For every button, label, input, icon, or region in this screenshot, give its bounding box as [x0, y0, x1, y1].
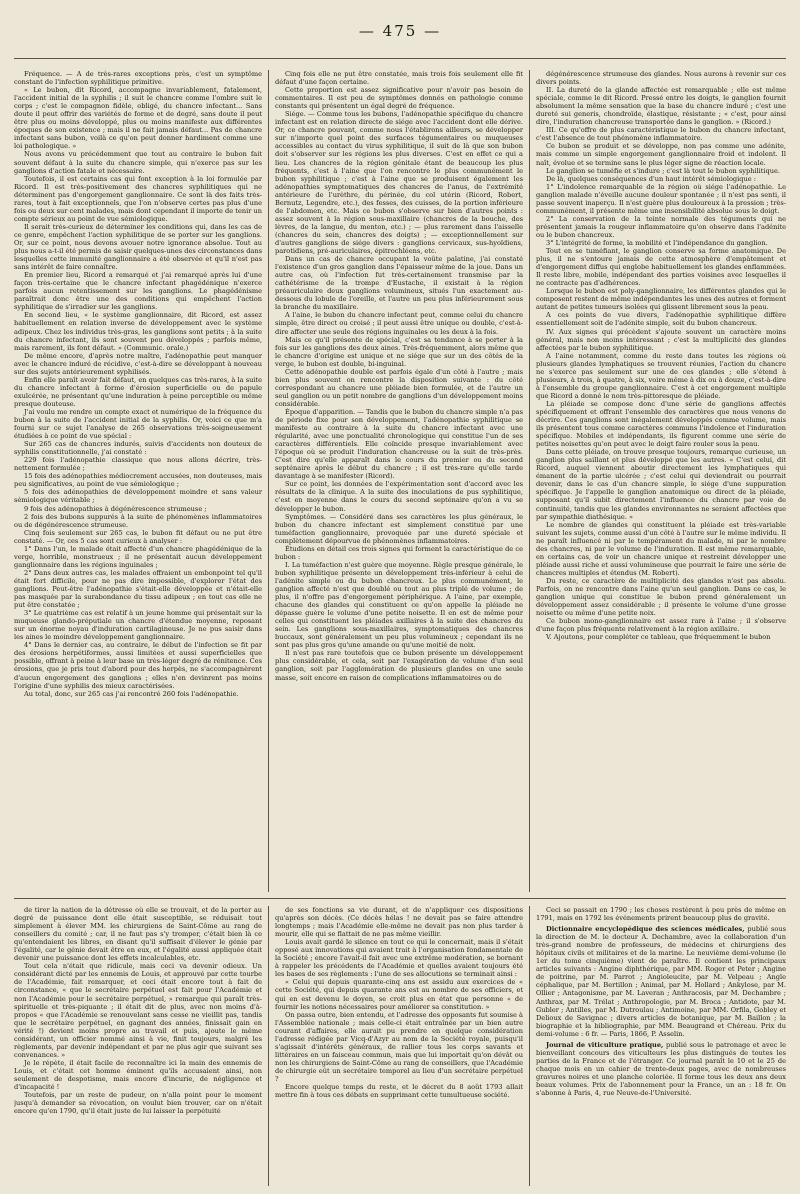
bibliography-text: publié sous la direction de M. le docteur A. Dechambre, avec la collaboration d'un très-grand nombre de professeurs, de médecins et chirurgiens des hôpitaux civils et militaires et de la marine. Le neuvième demi-volume (le 1er du tome cinquième) vient de paraître. Il contient les principaux articles suivants : Angine diphthérique, par MM. Roger et Peter ; Angine de poitrine, par M. Parrot ; Angioleucite, par M. Velpeau ; Angle céphalique, par M. Bertillon ; Animal, par M. Hollard ; Ankylose, par M. Ollier ; Antagonisme, par M. Laveran ; Anthracosis, par M. Dechambre ; Anthrax, par M. Trélat ; Anthropologie, par M. Broca ; Antidote, par M. Gubler ; Antilles, par M. Dutroulau ; Antimoine, par MM. Orfila, Gobley et Delioux de Savignac ; divers articles de botanique, par M. Baillon ; la biographie et la bibliographie, par MM. Beaugrand et Chéreau. Prix du demi-volume : 6 fr. — Paris, 1866, P. Asselin.: [536, 925, 786, 1038]
paragraph: Tout en se tuméfiant, le ganglion conserve sa forme anatomique. De plus, il ne s'entoure jamais de cette atmosphère d'empâtement et d'engorgement diffus qui englobe habituellement les glandes enflammées. Il reste libre, mobile, indépendant des parties voisines avec lesquelles il ne contracte pas d'adhérences.: [536, 247, 786, 288]
paragraph: dégénérescence strumeuse des glandes. Nous aurons à revenir sur ces divers points.: [536, 70, 786, 87]
paragraph: Enfin elle paraît avoir fait défaut, en quelques cas très-rares, à la suite du chancre infectant à forme d'érosion superficielle ou de papule exulcérée, ne présentant qu'une induration à peine perceptible ou même presque douteuse.: [14, 375, 262, 408]
paragraph: La pléiade se compose donc d'une série de ganglions affectés spécifiquement et offrant l'ensemble des caractères que nous venons de décrire. Ces ganglions sont inégalement développés comme volume, mais ils présentent tous comme caractères communs l'indolence et l'induration spécifique. Mobiles et indépendants, ils figurent comme une série de petites noisettes qu'on peut avec le doigt faire rouler sous la peau.: [536, 399, 786, 449]
paragraph: Lorsque le bubon est poly-ganglionnaire, les différentes glandes qui le composent restent de même indépendantes les unes des autres et forment autant de petites tumeurs isolées qui glissent librement sous la peau.: [536, 287, 786, 312]
paragraph: 2 fois des bubons suppurés à la suite de phénomènes inflammatoires ou de dégénérescence strumeuse.: [14, 512, 262, 529]
column-divider: [268, 906, 269, 1186]
paragraph: De là, quelques conséquences d'un haut intérêt sémiologique :: [546, 174, 756, 183]
paragraph: Sur 265 cas de chancres indurés, suivis d'accidents non douteux de syphilis constitutionnelle, j'ai constaté :: [14, 440, 262, 457]
paragraph: Toutefois, par un reste de pudeur, on n'alla point pour le moment jusqu'à demander sa révocation, on voulut bien trouver, car on n'était encore qu'en 1790, qu'il était juste de lui laisser la perpétuité: [14, 1091, 262, 1116]
bibliography-title: Dictionnaire encyclopédique des sciences médicales,: [546, 925, 745, 934]
history-column-1: [14, 906, 262, 1186]
paragraph: Mais ce qu'il présente de spécial, c'est sa tendance à se porter à la fois sur les ganglions des deux aines. Très-fréquemment, alors même que le chancre d'origine est unique et ne siége que sur un des côtés de la verge, le bubon est double, bi-inguinal.: [275, 335, 523, 368]
paragraph: 2° La conservation de la teinte normale des téguments qui ne présentent jamais la rougeur inflammatoire qu'on observe dans l'adénite ou le bubon chancreux.: [536, 214, 786, 239]
paragraph: A l'aine notamment, comme du reste dans toutes les régions où plusieurs glandes lymphatiques se trouvent réunies, l'action du chancre ne s'exerce pas seulement sur une de ces glandes ; elle s'étend à plusieurs, à trois, à quatre, à six, voire même à dix ou à douze, c'est-à-dire à l'ensemble du groupe ganglionnaire. C'est à cet engorgement multiple que Ricord a donné le nom très-pittoresque de pléiade.: [536, 351, 786, 400]
bibliography-text: publié sous le patronage et avec le bienveillant concours des viticulteurs les plus distingués de toutes les parties de la France et de l'étranger. Ce journal paraît le 10 et le 25 de chaque mois en un cahier de trente-deux pages, avec de nombreuses gravures noires et une planche coloriée. Il forme tous les deux ans deux beaux volumes. Prix de l'abonnement pour la France, un an : 18 fr. On s'abonne à Paris, 4, rue Neuve-de-l'Université.: [536, 1040, 786, 1098]
paragraph: de tirer la nation de la détresse où elle se trouvait, et de la porter au degré de puissance dont elle était susceptible, se réduisait tout simplement à élever MM. les chirurgiens de Saint-Côme au rang de conseillers du comité ; car, il ne faut pas s'y tromper, c'était bien là ce qu'entendaient les libres, en disant qu'il suffisait d'élever le génie par l'égalité, car le génie devait être en eux, et l'égalité aussi appliquée était devenir une puissance dont les effets incalculables, etc.: [14, 906, 262, 963]
paragraph: J'ai voulu me rendre un compte exact et numérique de la fréquence du bubon à la suite de l'accident initial de la syphilis. Or, voici ce que m'a fourni sur ce sujet l'analyse de 265 observations très-soigneusement étudiées à ce point de vue spécial :: [14, 407, 262, 441]
paragraph: Étudions en détail ces trois signes qui forment la caractéristique de ce bubon :: [275, 544, 523, 561]
paragraph: 15 fois des adénopathies médiocrement accusées, non douteuses, mais peu significatives, au point de vue sémiologique ;: [14, 472, 262, 489]
bibliography-title: Journal de viticulture pratique,: [546, 1040, 664, 1049]
paragraph: Cette proportion est assez significative pour n'avoir pas besoin de commentaires. Il est peu de symptômes donnés en pathologie comme constants qui présentent un égal degré de fréquence.: [275, 86, 523, 111]
paragraph: Ce bubon mono-ganglionnaire est assez rare à l'aine ; il s'observe d'une façon plus fréquente relativement à la région axillaire.: [536, 617, 786, 634]
paragraph: 1° L'indolence remarquable de la région où siége l'adénopathie. Le ganglion malade n'éveille aucune douleur spontanée ; il n'est pas senti, il passe souvent inaperçu. Il n'est guère plus douloureux à la pression ; très-communément, il présente même une insensibilité absolue sous le doigt.: [536, 182, 786, 215]
paragraph: 5 fois des adénopathies de développement moindre et sans valeur sémiologique véritable ;: [14, 488, 262, 505]
paragraph: Cinq fois seulement sur 265 cas, le bubon fit défaut ou ne put être constaté. — Or, ces 5 cas sont curieux à analyser :: [14, 528, 262, 545]
paragraph: Je le répète, il était facile de reconnaître ici la main des ennemis de Louis, et c'était cet homme éminent qu'ils accusaient ainsi, non seulement de despotisme, mais encore d'incurie, de négligence et d'incapacité !: [14, 1058, 262, 1092]
paragraph: Le ganglion se tuméfie et s'indure ; c'est là tout le bubon syphilitique.: [546, 166, 781, 175]
paragraph: On passa outre, bien entendu, et l'adresse des opposants fut soumise à l'Assemblée nationale ; mais celle-ci était entraînée par un bien autre courant d'affaires, elle aurait pu prendre en quelque considération l'adresse rédigée par Vicq-d'Azyr au nom de la Société royale, puisqu'il s'agissait d'intérêts généraux, de rallier tous les corps savants et littéraires en un faisceau commun, mais que lui importait qu'on dévât ou non les chirurgiens de Saint-Côme au rang de conseillers, que l'Académie de chirurgie eût un secrétaire temporel au lieu d'un secrétaire perpétuel ?: [275, 1010, 523, 1083]
paragraph: III. Ce qu'offre de plus caractéristique le bubon du chancre infectant, c'est l'absence de tout phénomène inflammatoire.: [536, 126, 786, 143]
bibliography-entry: [536, 925, 786, 1038]
paragraph: IV. Aux signes qui précèdent s'ajoute souvent un caractère moins général, mais non moins intéressant ; c'est la multiplicité des glandes affectées par le bubon syphilitique.: [536, 327, 786, 352]
paragraph: Sur ce point, les données de l'expérimentation sont d'accord avec les résultats de la clinique. A la suite des inoculations de pus syphilitique, c'est en moyenne dans le cours du second septénaire qu'on a vu se développer le bubon.: [275, 480, 523, 513]
paragraph: I. La tuméfaction n'est guère que moyenne. Règle presque générale, le bubon syphilitique présente un développement très-inférieur à celui de l'adénite simple ou du bubon chancreux. Le plus communément, le ganglion affecté n'est que doublé ou tout au plus triplé de volume ; de plus, il n'offre pas d'engorgement périphérique. A l'aine, par exemple, chacune des glandes qui constituent ce qu'on appelle la pléiade ne dépasse guère le volume d'une petite noisette. Il en est de même pour celles qui constituent les pléiades axillaires à la suite des chancres du sein. Les ganglions sous-maxillaires, symptomatiques des chancres buccaux, sont généralement un peu plus volumineux ; cependant ils ne sont pas plus gros qu'une amande ou qu'une moitié de noix.: [275, 560, 523, 650]
paragraph: 229 fois l'adénopathie classique que nous allons décrire, très-nettement formulée ;: [14, 456, 262, 473]
paragraph: Dans cette pléiade, on trouve presque toujours, remarque curieuse, un ganglion plus saillant et plus développé que les autres. « C'est celui, dit Ricord, auquel viennent aboutir directement les lymphatiques qui émanent de la partie ulcérée ; c'est celui qui deviendrait ou pourrait devenir, dans le cas d'un chancre simple, le siége d'une suppuration spécifique. Je l'appelle le ganglion anatomique ou direct de la pléiade, supposant qu'il subit directement l'influence du chancre par voie de continuité, tandis que les glandes environnantes ne seraient affectées que par sympathie diathésique. »: [536, 448, 786, 521]
paragraph: En second lieu, « le système ganglionnaire, dit Ricord, est assez habituellement en relation inverse de développement avec le système adipeux. Chez les individus très-gras, les ganglions sont petits ; à la suite du chancre infectant, ils sont souvent peu développés ; parfois même, mais rarement, ils font défaut. » (Communic. orale.): [14, 311, 262, 352]
paragraph: Louis avait gardé le silence en tout ce qui le concernait, mais il s'était opposé aux innovations qui avaient trait à l'organisation fondamentale de la Société ; encore l'avait-il fait avec une extrême modération, se bornant à rappeler les précédents de l'Académie et quelles avaient toujours été les bases de ses règlements : l'une de ses allocutions se terminait ainsi :: [275, 938, 523, 979]
column-divider: [268, 70, 269, 892]
paragraph: « Celui qui depuis quarante-cinq ans est assidu aux exercices de « cette Société, qui depuis quarante ans est au nombre de ses officiers, et qui en est devenu le doyen, se croit plus en état que personne « de fournir les notions nécessaires pour améliorer sa constitution. »: [275, 978, 523, 1011]
paragraph: A l'aine, le bubon du chancre infectant peut, comme celui du chancre simple, être direct ou croisé ; il peut aussi être unique ou double, c'est-à-dire affecter une seule des régions inguinales ou les deux à la fois.: [275, 311, 523, 336]
paragraph: Au total, donc, sur 265 cas j'ai rencontré 260 fois l'adénopathie.: [24, 689, 239, 698]
paragraph: Il n'est pas rare toutefois que ce bubon présente un développement plus considérable, et cela, soit par l'exagération de volume d'un seul ganglion, soit par l'agglomération de plusieurs glandes en une seule masse, soit encore en raison de complications inflammatoires ou de: [275, 649, 523, 682]
history-column-2: [275, 906, 523, 1186]
paragraph: 1° Dans l'un, le malade était affecté d'un chancre phagédénique de la verge, horrible, monstrueux ; il ne présentait aucun développement ganglionnaire dans les régions inguinales ;: [14, 544, 262, 569]
paragraph: Le nombre de glandes qui constituent la pléiade est très-variable suivant les sujets, comme aussi d'un côté à l'autre sur le même individu. Il ne paraît influencé ni par le tempérament du malade, ni par le nombre des chancres, ni par le volume de l'induration. Il est même remarquable, en certains cas, de voir un chancre unique et restreint développer une pléiade aussi riche et aussi volumineuse que pourrait le faire une série de chancres multiples et étendus (M. Robert).: [536, 520, 786, 577]
paragraph: 4° Dans le dernier cas, au contraire, le début de l'infection se fit par des érosions herpétiformes, aussi limitées et aussi superficielles que possible, offrant à peine à leur base un très-léger degré de rénitence. Ces érosions, que je pris tout d'abord pour des herpès, ne s'accompagnèrent d'aucun engorgement des ganglions ; elles n'en devinrent pas moins l'origine d'une syphilis des mieux caractérisées.: [14, 641, 262, 690]
page-number: — 475 —: [358, 22, 442, 40]
paragraph: Nous avons vu précédemment que tout au contraire le bubon fait souvent défaut à la suite du chancre simple, qui n'exerce pas sur les ganglions d'action fatale et nécessaire.: [14, 150, 262, 175]
paragraph: Tout cela n'était que ridicule, mais ceci va devenir odieux. Un considérant dicté par les ennemis de Louis, et approuvé par cette tourbe de l'Académie, fait remarquer, et ceci était encore tout à fait de circonstance, « que le secrétaire perpétuel est fait pour l'Académie et non l'Académie pour le secrétaire perpétuel, » remarque qui paraît très-spirituelle et très-piquante ; il était dit de plus, avec non moins d'à-propos « que l'Académie se renouvelant sans cesse ne vieillit pas, tandis que le secrétaire perpétuel, en gagnant des années, finissait gain en vérité !) devient moins propre au travail et puis, ajoute le même considérant, un officier nommé ainsi à vie, finit toujours, malgré les règlements, par devenir indépendant et par ne plus agir que suivant ses convenances. »: [14, 962, 262, 1059]
paragraph: Il serait très-curieux de déterminer les conditions qui, dans les cas de ce genre, empêchent l'action syphilitique de se porter sur les ganglions. Or, sur ce point, nous devons avouer notre ignorance absolue. Tout au plus nous a-t-il été permis de saisir quelques-unes des circonstances dans lesquelles cette immunité ganglionnaire a été observée et qu'il n'est pas sans intérêt de faire connaître.: [14, 222, 262, 272]
paragraph: 2° Dans deux autres cas, les malades offraient un embonpoint tel qu'il était fort difficile, pour ne pas dire impossible, d'explorer l'état des ganglions. Peut-être l'adénopathie s'était-elle développée et n'était-elle pas masquée par la surabondance du tissu adipeux ; en tout cas elle ne put être constatée ;: [14, 568, 262, 610]
paragraph: 9 fois des adénopathies à dégénérescence strumeuse ;: [24, 504, 207, 513]
paragraph: Siége. — Comme tous les bubons, l'adénopathie spécifique du chancre infectant est en relation directe de siége avec l'accident dont elle dérive. Or, ce chancre pouvant, comme nous l'établirons ailleurs, se développer sur n'importe quel point des surfaces tégumentaires ou muqueuses accessibles au contact du virus syphilitique, il suit de là que son bubon doit s'observer sur les régions les plus diverses. C'est en effet ce qui a lieu. Les chancres de la région génitale étant de beaucoup les plus fréquents, c'est à l'aine que l'on rencontre le plus communément le bubon syphilitique ; c'est à l'aine que se produisent également les adénopathies symptomatiques des chancres de l'anus, de l'extrémité antérieure de l'urèthre, du périnée, du col utérin (Ricord, Robert, Bernutz, Legendre, etc.), des fesses, des cuisses, de la portion inférieure de l'abdomen, etc. Mais ce bubon s'observe sur bien d'autres points : assez souvent à la région sous-maxillaire (chancres de la bouche, des lèvres, de la langue, du menton, etc.) ; — plus rarement dans l'aisselle (chancres du sein, chancres des doigts) ; — exceptionnellement sur d'autres ganglions de siége divers : ganglions cervicaux, sus-hyoïdiens, parotidiens, pré-auriculaires, épitrochléens, etc.: [275, 110, 523, 256]
paragraph: « Le bubon, dit Ricord, accompagne invariablement, fatalement, l'accident initial de la syphilis ; il suit le chancre comme l'ombre suit le corps ; c'est le compagnon fidèle, obligé, du chancre infectant... Sans doute il peut offrir des variétés de forme et de degré, sans doute il peut être plus ou moins développé, plus ou moins manifeste aux différentes époques de son existence ; mais il ne fait jamais défaut... Pas de chancre infectant sans bubon, voilà ce qu'on peut donner hardiment comme une loi pathologique. »: [14, 86, 262, 151]
paragraph: 3° Le quatrième cas est relatif à un jeune homme qui présentait sur la muqueuse glando-préputiale un chancre d'étendue moyenne, reposant sur un énorme noyau d'induration cartilagineuse. Je ne pus saisir dans les aines le moindre développement ganglionnaire.: [14, 609, 262, 642]
paragraph: de ses fonctions sa vie durant, et de n'appliquer ces dispositions qu'après son décès. (Ce décès hélas ! ne devait pas se faire attendre longtemps ; mais l'Académie elle-même ne devait pas non plus tarder à mourir, elle qui se flattait de ne pas même vieillir.: [275, 906, 523, 939]
column-divider: [529, 70, 530, 892]
paragraph: Encore quelque temps du reste, et le décret du 8 août 1793 allait mettre fin à tous ces débats en supprimant cette tumultueuse société.: [275, 1083, 523, 1100]
history-closing-paragraph: Ceci se passait en 1790 ; les choses restèrent à peu près de même en 1791, mais en 1792 les événements prirent beaucoup plus de gravité.: [536, 906, 786, 923]
paragraph: Toutefois, il est certains cas qui font exception à la loi formulée par Ricord. Il est très-positivement des chancres syphilitiques qui ne déterminent pas d'engorgement ganglionnaire. Ce sont là des faits très-rares, tout à fait exceptionnels, que l'on n'observe certes pas plus d'une fois ou deux sur cent malades, mais dont cependant il importe de tenir un compte sérieux au point de vue sémiologique.: [14, 174, 262, 223]
paragraph: Fréquence. — A de très-rares exceptions près, c'est un symptôme constant de l'infection syphilitique primitive.: [14, 70, 262, 87]
paragraph: II. La dureté de la glande affectée est remarquable ; elle est même spéciale, comme le dit Ricord. Pressé entre les doigts, le ganglion fournit absolument la même sensation que la base du chancre induré ; c'est une dureté sui generis, chondroïde, élastique, résistante ; « c'est, pour ainsi dire, l'induration chancreuse transportée dans le ganglion. » (Ricord.): [536, 86, 786, 127]
paragraph: Époque d'apparition. — Tandis que le bubon du chancre simple n'a pas de période fixe pour son développement, l'adénopathie syphilitique se manifeste au contraire à la suite du chancre infectant avec une régularité, avec une ponctualité chronologique qui constitue l'un de ses caractères différentiels. Elle coïncide presque invariablement avec l'époque où se produit l'induration chancreuse ou la suit de très-près. C'est dire qu'elle apparaît dans le cours du premier ou du second septénaire après le début du chancre ; il est très-rare qu'elle tarde davantage à se manifester (Ricord).: [275, 407, 523, 481]
paragraph: A ces points de vue divers, l'adénopathie syphilitique diffère essentiellement soit de l'adénite simple, soit du bubon chancreux.: [536, 311, 786, 328]
header-rule: [14, 58, 786, 59]
paragraph: Symptômes. — Considéré dans ses caractères les plus généraux, le bubon du chancre infectant est simplement constitué par une tuméfaction ganglionnaire, provoquée par une dureté spéciale et complètement dépourvue de phénomènes inflammatoires.: [275, 512, 523, 545]
paragraph: En premier lieu, Ricord a remarqué et j'ai remarqué après lui d'une façon très-certaine que le chancre infectant phagédénique n'exerce parfois aucun retentissement sur les ganglions. Le phagédénisme paraîtrait donc être une des conditions qui empêchent l'action syphilitique de s'irradier sur les ganglions.: [14, 271, 262, 312]
paragraph: V. Ajoutons, pour compléter ce tableau, que fréquemment le bubon: [546, 633, 771, 642]
paragraph: 3° L'intégrité de forme, la mobilité et l'indépendance du ganglion.: [546, 238, 768, 247]
bibliography-entry: [536, 1041, 786, 1097]
article-column-3: [536, 70, 786, 892]
paragraph: De même encore, d'après notre maître, l'adénopathie peut manquer avec le chancre induré de récidive, c'est-à-dire se développant à nouveau sur des sujets antérieurement syphilisés.: [14, 351, 262, 376]
paragraph: Cinq fois elle ne put être constatée, mais trois fois seulement elle fit défaut d'une façon certaine.: [275, 70, 523, 87]
bibliography-column: [536, 906, 786, 1186]
section-rule: [14, 898, 786, 899]
paragraph: Ce bubon se produit et se développe, non pas comme une adénite, mais comme un simple engorgement ganglionnaire froid et indolent. Il naît, évolue et se termine sans le plus léger signe de réaction locale.: [536, 142, 786, 167]
paragraph: Du reste, ce caractère de multiplicité des glandes n'est pas absolu. Parfois, on ne rencontre dans l'aine qu'un seul ganglion. Dans ce cas, le ganglion unique qui constitue le bubon prend généralement un développement assez considérable ; il présente le volume d'une grosse noisette ou même d'une petite noix.: [536, 576, 786, 618]
paragraph: Cette adénopathie double est parfois égale d'un côté à l'autre ; mais bien plus souvent on rencontre la disposition suivante : du côté correspondant au chancre une pléiade bien formulée, et de l'autre un seul ganglion ou un petit nombre de ganglions d'un développement moins considérable.: [275, 367, 523, 408]
paragraph: Dans un cas de chancre occupant la voûte palatine, j'ai constaté l'existence d'un gros ganglion dans l'épaisseur même de la joue. Dans un autre cas, où l'infection fut très-certainement transmise par la cathétérisme de la trompe d'Eustache, il existait à la région préauriculaire deux ganglions volumineux, situés l'un exactement au-dessous du lobule de l'oreille, et l'autre un peu plus inférieurement sous la branche du maxillaire.: [275, 255, 523, 312]
column-divider: [529, 906, 530, 1186]
bibliography-list: [536, 925, 786, 1097]
article-column-1: [14, 70, 262, 892]
article-column-2: [275, 70, 523, 892]
